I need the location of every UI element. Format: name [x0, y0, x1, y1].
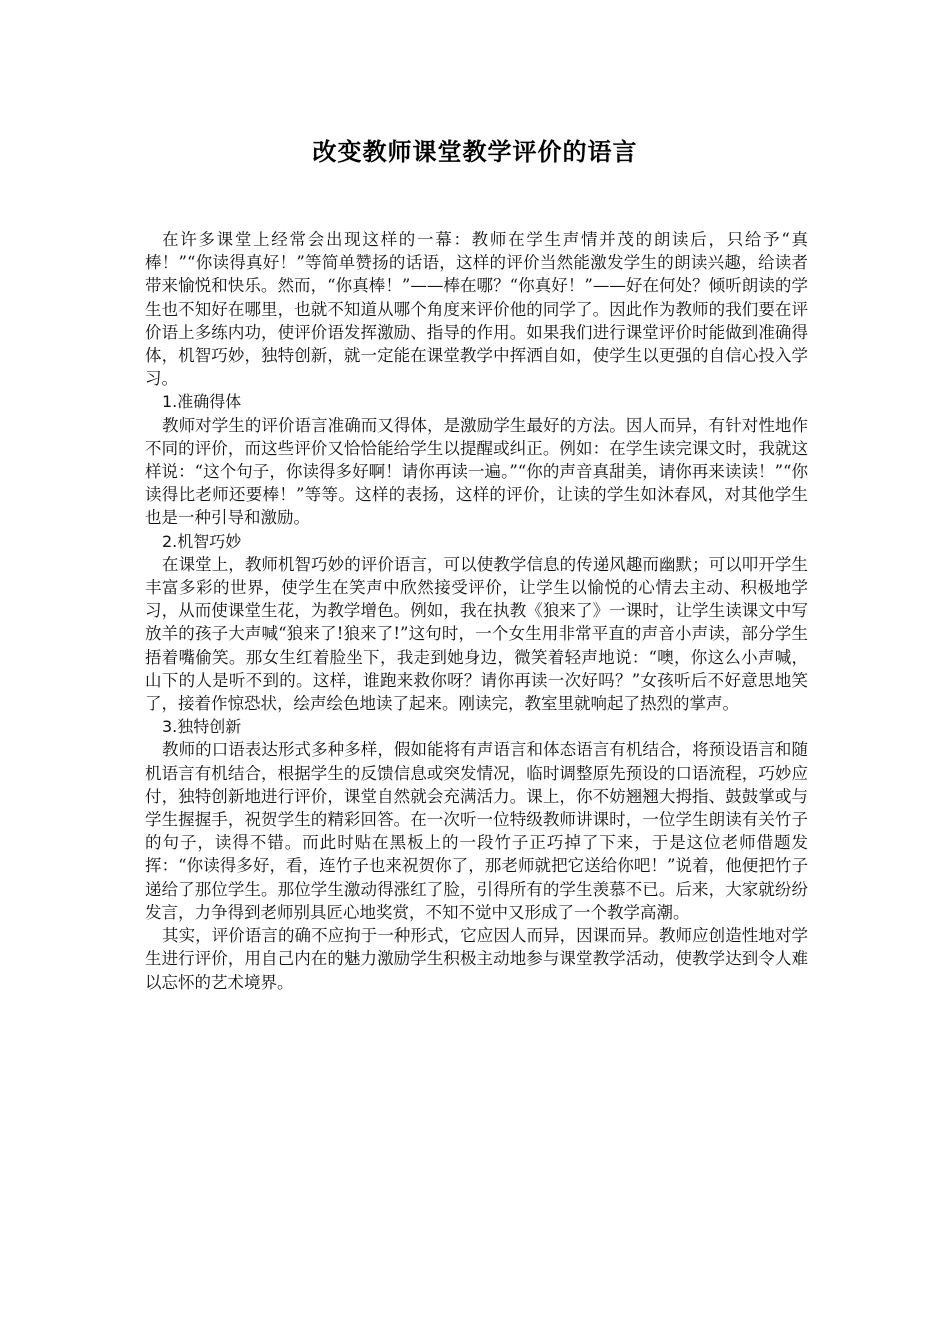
section-paragraph-accurate: 教师对学生的评价语言准确而又得体，是激励学生最好的方法。因人而异，有针对性地作不同的评价，而这些评价又恰恰能给学生以提醒或纠正。例如：在学生读完课文时，我就这样说：“这个句子，你读得多好啊！请你再读一遍。”“你的声音真甜美，请你再来读读！”“你读得比老师还要棒！”等等。这样的表扬，这样的评价，让读的学生如沐春风，对其他学生也是一种引导和激励。: [145, 415, 808, 528]
document-title: 改变教师课堂教学评价的语言: [312, 138, 638, 166]
document-body: [145, 228, 808, 994]
section-heading-creative: 3.独特创新: [162, 717, 242, 737]
section-heading-accurate: 1.准确得体: [162, 392, 242, 412]
section-heading-witty: 2.机智巧妙: [162, 531, 242, 551]
section-paragraph-witty: 在课堂上，教师机智巧妙的评价语言，可以使教学信息的传递风趣而幽默；可以叩开学生丰富多彩的世界，使学生在笑声中欣然接受评价，让学生以愉悦的心情去主动、积极地学习，从而使课堂生花，为教学增色。例如，我在执教《狼来了》一课时，让学生读课文中写放羊的孩子大声喊“狼来了!狼来了!”这句时，一个女生用非常平直的声音小声读，部分学生捂着嘴偷笑。那女生红着脸坐下，我走到她身边，微笑着轻声地说：“噢，你这么小声喊，山下的人是听不到的。这样，谁跑来救你呀？请你再读一次好吗？”女孩听后不好意思地笑了，接着作惊恐状，绘声绘色地读了起来。刚读完，教室里就响起了热烈的掌声。: [145, 554, 808, 714]
intro-paragraph: 在许多课堂上经常会出现这样的一幕：教师在学生声情并茂的朗读后，只给予“真棒！”“你读得真好！”等简单赞扬的话语，这样的评价当然能激发学生的朗读兴趣，给读者带来愉悦和快乐。然而，“你真棒！”——棒在哪？“你真好！”——好在何处？倾听朗读的学生也不知好在哪里，也就不知道从哪个角度来评价他的同学了。因此作为教师的我们要在评价语上多练内功，使评价语发挥激励、指导的作用。如果我们进行课堂评价时能做到准确得体，机智巧妙，独特创新，就一定能在课堂教学中挥洒自如，使学生以更强的自信心投入学习。: [145, 230, 808, 389]
section-paragraph-creative: 教师的口语表达形式多种多样，假如能将有声语言和体态语言有机结合，将预设语言和随机语言有机结合，根据学生的反馈信息或突发情况，临时调整原先预设的口语流程，巧妙应付，独特创新地进行评价，课堂自然就会充满活力。课上，你不妨翘翘大拇指、鼓鼓掌或与学生握握手，祝贺学生的精彩回答。在一次听一位特级教师讲课时，一位学生朗读有关竹子的句子，读得不错。而此时贴在黑板上的一段竹子正巧掉了下来，于是这位老师借题发挥：“你读得多好，看，连竹子也来祝贺你了，那老师就把它送给你吧！”说着，他便把竹子递给了那位学生。那位学生激动得涨红了脸，引得所有的学生羡慕不已。后来，大家就纷纷发言，力争得到老师别具匠心地奖赏，不知不觉中又形成了一个教学高潮。: [145, 740, 808, 922]
conclusion-paragraph: 其实，评价语言的确不应拘于一种形式，它应因人而异，因课而异。教师应创造性地对学生进行评价，用自己内在的魅力激励学生积极主动地参与课堂教学活动，使教学达到令人难以忘怀的艺术境界。: [145, 926, 808, 992]
